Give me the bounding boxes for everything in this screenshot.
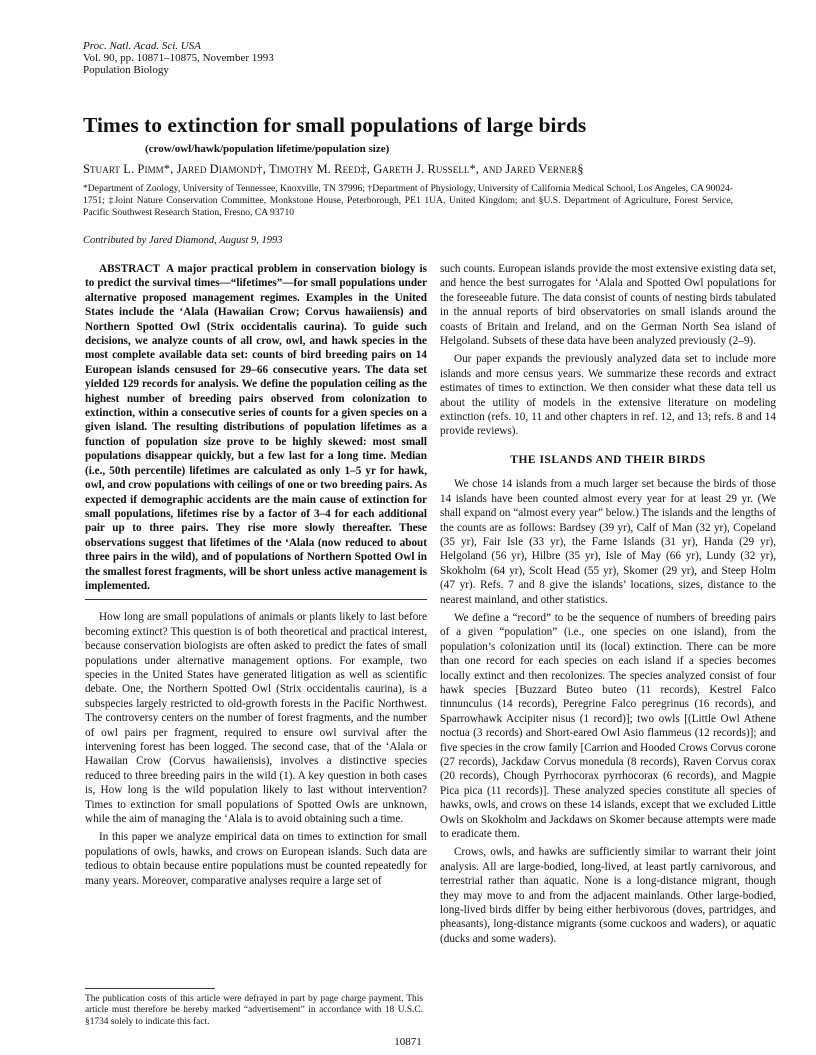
intro-continuation: such counts. European islands provide the most extensive existing data set, and hence the best surrogates for ʻAlala and Spotted Owl populations for the foreseeable future. The data consist of counts of nesting birds tabulated in the annual reports of bird observatories on small islands around the coasts of Britain and Ireland, and on the German North Sea island of Helgoland. Subsets of these data have been analyzed previously (2–9). [440, 263, 776, 348]
page-number: 10871 [394, 1036, 422, 1048]
records-paragraph: We define a “record” to be the sequence of numbers of breeding pairs of a given “population” (i.e., one species on one island), from the population’s colonization until its (local) extinction. There can be more than one record for each species on each island if a species becomes locally extinct and then recolonizes. The species analyzed consist of four hawk species [Buzzard Buteo buteo (11 records), Kestrel Falco tinnunculus (14 records), Peregrine Falco peregrinus (16 records), and Sparrowhawk Accipiter nisus (1 record)]; two owls [(Little Owl Athene noctua (3 records) and Short-eared Owl Asio flammeus (12 records)]; and five species in the crow family [Carrion and Hooded Crows Corvus corone (27 records), Jackdaw Corvus monedula (8 records), Raven Corvus corax (20 records), Chough Pyrrhocorax pyrrhocorax (6 records), and Magpie Pica pica (11 records)]. These analyzed species constitute all species of hawks, owls, and crows on these 14 islands, except that we excluded Little Owls on Skokholm and Jackdaws on Skomer because attempts were made to eradicate them. [440, 611, 776, 841]
abstract-divider [85, 599, 427, 600]
footnote-divider [85, 988, 215, 989]
islands-paragraph: We chose 14 islands from a much larger set because the birds of those 14 islands have been counted almost every year for at least 29 yr. (We shall expand on “almost every year” below.) The islands and the lengths of the counts are as follows: Bardsey (39 yr), Calf of Man (32 yr), Copeland (35 yr), Fair Isle (33 yr), the Farne Islands (31 yr), Handa (29 yr), Helgoland (56 yr), Hilbre (35 yr), Isle of May (66 yr), Lundy (32 yr), Skokholm (64 yr), Scolt Head (55 yr), Skomer (29 yr), and Steep Holm (47 yr). Refs. 7 and 8 give the islands’ locations, sizes, distance to the nearest mainland, and other statistics. [440, 478, 776, 606]
intro-paragraph-2: In this paper we analyze empirical data on times to extinction for small populations of owls, hawks, and crows on European islands. Such data are tedious to obtain because entire populations must be counted repeatedly for many years. Moreover, comparative analyses require a large set of [85, 831, 427, 887]
publication-footnote: The publication costs of this article were defrayed in part by page charge payment. This article must therefore be hereby marked “advertisement” in accordance with 18 U.S.C. §1734 solely to indicate this fact. [85, 994, 423, 1027]
intro-paragraph-3: Our paper expands the previously analyzed data set to include more islands and more census years. We summarize these records and extract estimates of times to extinction. We then consider what these data tell us about the utility of models in the extensive literature on modeling extinction (refs. 10, 11 and other chapters in ref. 12, and 13; refs. 8 and 14 provide reviews). [440, 353, 776, 438]
section-heading: THE ISLANDS AND THEIR BIRDS [510, 453, 706, 466]
abstract-text: A major practical problem in conservation biology is to predict the survival times—“lifetimes”—for small populations under alternative proposed management regimes. Examples in the United States include the ʻAlala (Hawaiian Crow; Corvus hawaiiensis) and Northern Spotted Owl (Strix occidentalis caurina). To guide such decisions, we analyze counts of all crow, owl, and hawk species in the most complete available data set: counts of bird breeding pairs on 14 European islands censused for 29–66 consecutive years. The data set yielded 129 records for analysis. We define the population ceiling as the highest number of breeding pairs observed from colonization to extinction, within a consecutive series of counts for a given species on a given island. The resulting distributions of population lifetimes as a function of population size prove to be highly skewed: most small populations disappear quickly, but a few last for a long time. Median (i.e., 50th percentile) lifetimes are calculated as only 1–5 yr for hawk, owl, and crow populations with ceilings of one or two breeding pairs. As expected if demographic accidents are the main cause of extinction for small populations, lifetimes rise by a factor of 3–4 for each additional pair up to three pairs. They rise more slowly thereafter. These observations suggest that lifetimes of the ʻAlala (now reduced to about three pairs in the wild), and of populations of Northern Spotted Owl in the smallest forest fragments, will be short unless active management is implemented. [85, 263, 427, 592]
left-column [85, 262, 427, 892]
right-column [440, 262, 776, 950]
abstract-label: ABSTRACT [99, 263, 160, 275]
journal-citation: Proc. Natl. Acad. Sci. USA [83, 40, 201, 52]
journal-volume: Vol. 90, pp. 10871–10875, November 1993 [83, 52, 274, 64]
author-list: Stuart L. Pimm*, Jared Diamond†, Timothy M. Reed‡, Gareth J. Russell*, and Jared Verner§ [83, 162, 584, 176]
abstract [85, 262, 427, 593]
journal-section: Population Biology [83, 64, 169, 76]
species-paragraph: Crows, owls, and hawks are sufficiently similar to warrant their joint analysis. All are large-bodied, long-lived, at least partly carnivorous, and terrestrial rather than aquatic. None is a long-distance migrant, though they may move to and from the adjacent mainlands. Other large-bodied, long-lived birds differ by being either herbivorous (doves, partridges, and pheasants), long-distance migrants (some cuckoos and waders), or aquatic (ducks and some waders). [440, 846, 776, 945]
contributed-by: Contributed by Jared Diamond, August 9, 1993 [83, 235, 283, 246]
article-title: Times to extinction for small populations of large birds [83, 113, 587, 137]
affiliations: *Department of Zoology, University of Tennessee, Knoxville, TN 37996; †Department of Physiology, University of California Medical School, Los Angeles, CA 90024-1751; ‡Joint Nature Conservation Committee, Monkstone House, Peterborough, PE1 1UA, United Kingdom; and §U.S. Department of Agriculture, Forest Service, Pacific Southwest Research Station, Fresno, CA 93710 [83, 183, 733, 218]
journal-header [83, 40, 274, 76]
keywords: (crow/owl/hawk/population lifetime/population size) [145, 143, 390, 155]
intro-paragraph-1: How long are small populations of animals or plants likely to last before becoming extinct? This question is of both theoretical and practical interest, because conservation biologists are often asked to predict the fates of small populations under alternative management options. For example, two species in the United States have generated litigation as well as scientific debate. One, the Northern Spotted Owl (Strix occidentalis caurina), is a subspecies largely restricted to old-growth forests in the Pacific Northwest. The controversy centers on the number of forest fragments, and the number of owl pairs per fragment, required to ensure owl survival after the intervening forest has been logged. The second case, that of the ʻAlala or Hawaiian Crow (Corvus hawaiiensis), involves a distinctive species reduced to three breeding pairs in the wild (1). A key question in both cases is, How long is the wild population likely to last without intervention? Times to extinction for small populations of Spotted Owls are unknown, while the aim of managing the ʻAlala is to avoid obtaining such a time. [85, 611, 427, 826]
